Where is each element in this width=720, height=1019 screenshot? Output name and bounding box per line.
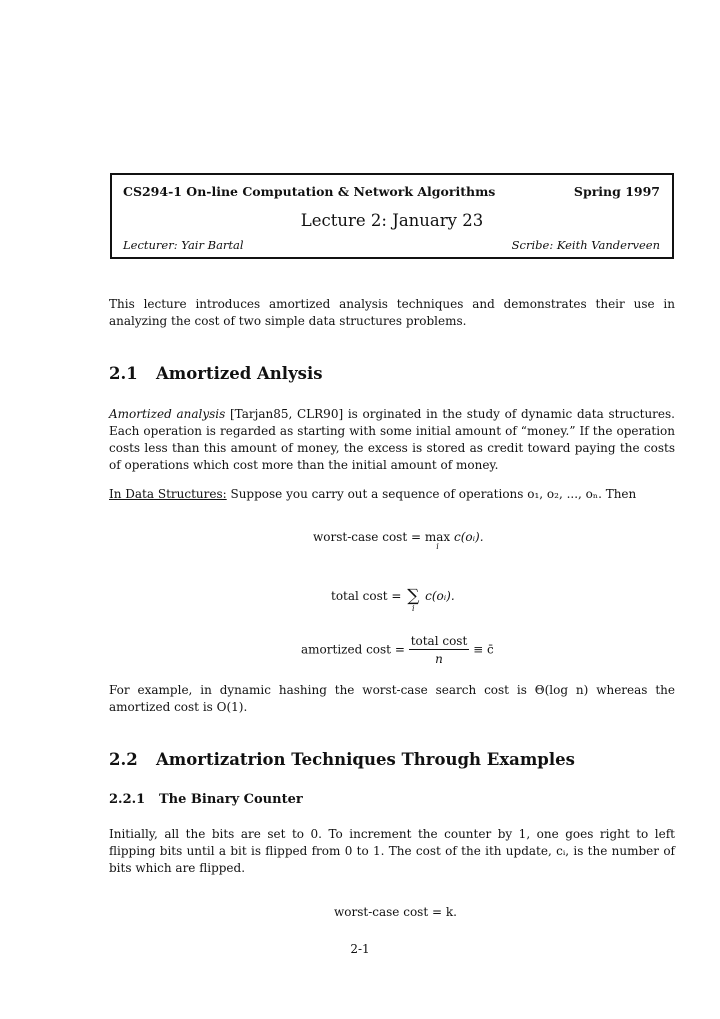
intro-paragraph: This lecture introduces amortized analysis techniques and demonstrates their use in analyzing the cost of two simple data structures problems. bbox=[109, 297, 675, 328]
max-text: max bbox=[424, 530, 451, 544]
eq-rhs: ≡ c̄ bbox=[473, 642, 494, 657]
scribe-label: Scribe: Keith Vanderveen bbox=[511, 238, 660, 252]
fraction-numerator: total cost bbox=[410, 634, 468, 648]
eq-lhs: worst-case cost = bbox=[313, 530, 425, 544]
section-heading-2-2 bbox=[109, 750, 575, 769]
term-amortized-analysis: Amortized analysis bbox=[109, 407, 226, 421]
max-subscript: i bbox=[436, 542, 439, 551]
section-title: Amortizatrion Techniques Through Examples bbox=[156, 750, 575, 769]
fraction-denominator: n bbox=[435, 652, 443, 666]
section-heading-2-1 bbox=[109, 364, 323, 383]
equation-amortized-cost bbox=[301, 634, 494, 666]
paragraph-body: [Tarjan85, CLR90] is orginated in the study of dynamic data structures. Each operation is regarded as starting with some initial amount of “money.” If the operation costs less than this amount of money, the excess is stored as credit toward paying the costs of operations which cost more than the initial amount of money. bbox=[109, 407, 675, 472]
equation-total-cost bbox=[331, 585, 455, 613]
subsection-heading-2-2-1 bbox=[109, 792, 303, 807]
data-structures-paragraph bbox=[109, 486, 675, 503]
dynamic-hashing-paragraph: For example, in dynamic hashing the worst-case search cost is Θ(log n) whereas the amortized cost is O(1). bbox=[109, 683, 675, 714]
equation-worst-case-cost bbox=[313, 530, 484, 551]
data-structures-label: In Data Structures: bbox=[109, 487, 227, 501]
lecture-header-box bbox=[110, 173, 674, 259]
sum-operator bbox=[405, 585, 421, 613]
sum-subscript: i bbox=[412, 604, 415, 613]
binary-counter-paragraph: Initially, all the bits are set to 0. To increment the counter by 1, one goes right to left flipping bits until a bit is flipped from 0 to 1. The cost of the ith update, cᵢ, is the number of bits which are flipped. bbox=[109, 827, 675, 875]
max-operator bbox=[424, 530, 451, 551]
equation-counter-worst-case: worst-case cost = k. bbox=[334, 905, 457, 919]
section-title: Amortized Anlysis bbox=[156, 364, 323, 383]
subsection-title: The Binary Counter bbox=[159, 792, 303, 807]
lecture-title: Lecture 2: January 23 bbox=[300, 211, 484, 230]
eq-lhs: amortized cost = bbox=[301, 642, 409, 657]
subsection-number: 2.2.1 bbox=[109, 792, 146, 807]
term-label: Spring 1997 bbox=[573, 184, 660, 199]
eq-rhs: c(oᵢ). bbox=[425, 589, 455, 603]
eq-rhs: c(oᵢ). bbox=[453, 530, 484, 544]
section-number: 2.1 bbox=[109, 364, 138, 383]
lecturer-label: Lecturer: Yair Bartal bbox=[123, 238, 244, 252]
fraction bbox=[409, 634, 470, 666]
eq-lhs: total cost = bbox=[331, 589, 406, 603]
amortized-analysis-paragraph bbox=[109, 406, 675, 474]
course-title: CS294-1 On-line Computation & Network Algorithms bbox=[123, 184, 496, 199]
sum-symbol: ∑ bbox=[407, 586, 420, 606]
page-number: 2-1 bbox=[350, 942, 370, 956]
section-number: 2.2 bbox=[109, 750, 138, 769]
data-structures-text: Suppose you carry out a sequence of operations o₁, o₂, ..., oₙ. Then bbox=[226, 487, 637, 501]
